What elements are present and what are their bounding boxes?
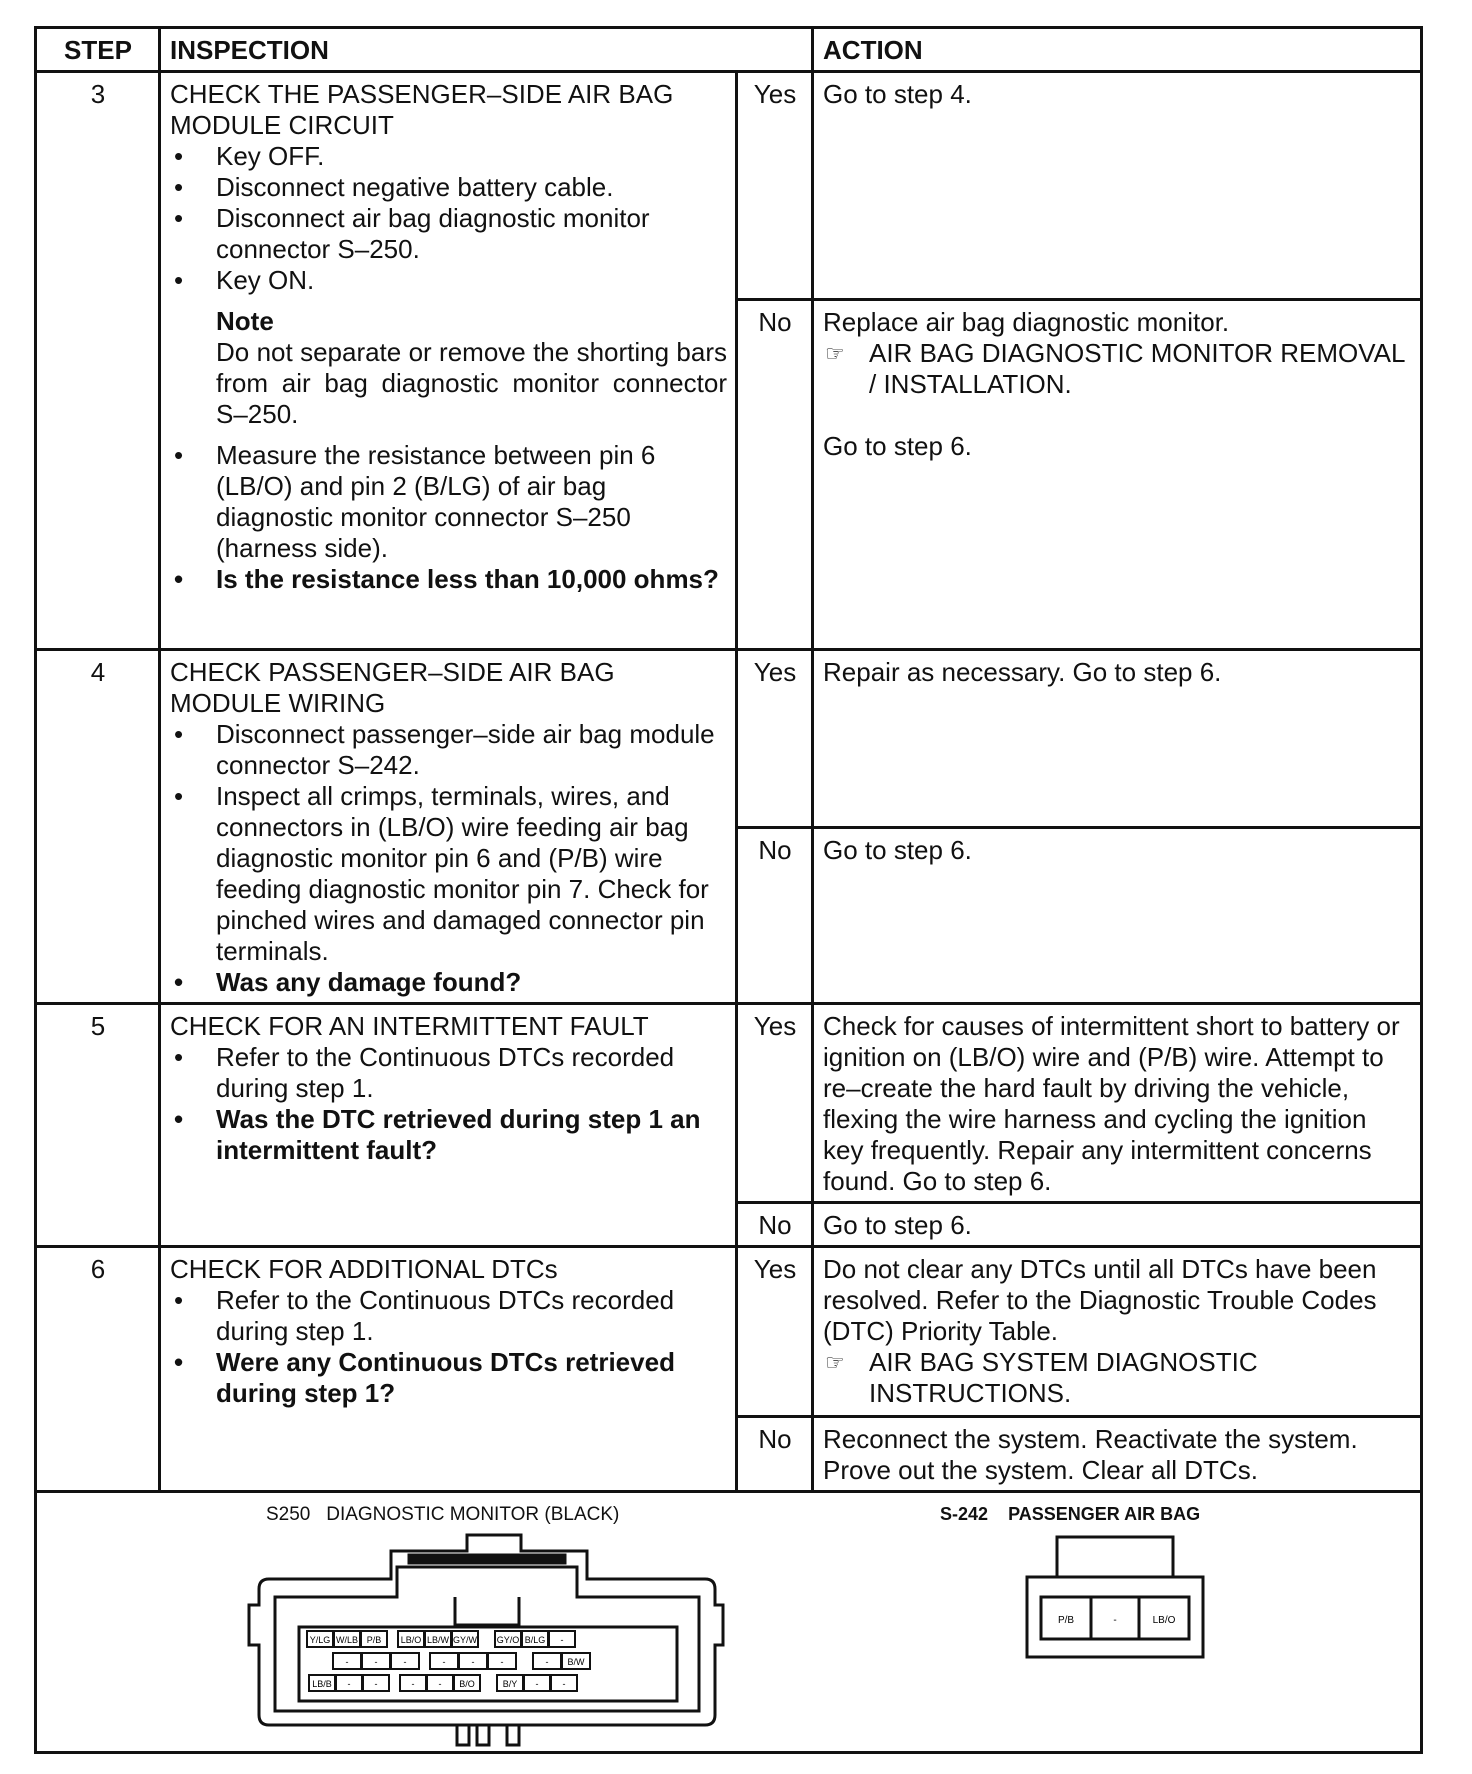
s250-label: DIAGNOSTIC MONITOR (BLACK) [326,1504,620,1525]
pin-label: - [500,1657,504,1667]
action-text: Go to step 6. [823,431,972,461]
pin-label: - [545,1657,549,1667]
s250-connector-diagram [37,1493,777,1763]
pin-label: - [345,1657,349,1667]
pin-label: B/LG [524,1635,546,1645]
pin-label: - [442,1657,446,1667]
s242-id: S-242 [940,1504,989,1524]
step-title: CHECK FOR ADDITIONAL DTCs [170,1254,558,1284]
bullet-list [170,719,727,998]
action-text: Do not clear any DTCs until all DTCs have been resolved. Refer to the Diagnostic Trouble Codes (DTC) Priority Table. [823,1254,1377,1346]
pin-label: - [560,1635,564,1645]
pointing-hand-icon: ☞ [825,1350,845,1375]
step-number: 5 [36,1004,160,1247]
list-item: • Disconnect air bag diagnostic monitor connector S–250. [170,203,727,265]
note-heading: Note [216,306,274,336]
action-cell: Go to step 4. [813,72,1422,300]
list-item: • Disconnect negative battery cable. [170,172,727,203]
s242-label: PASSENGER AIR BAG [1008,1504,1201,1524]
bullet-list [170,440,727,595]
action-cell: Reconnect the system. Reactivate the system. Prove out the system. Clear all DTCs. [813,1417,1422,1492]
s242-connector-diagram [1017,1533,1237,1663]
action-cell: Repair as necessary. Go to step 6. [813,650,1422,828]
pin-label: - [374,1679,378,1689]
reference [823,1347,1412,1409]
step-6-inspection [160,1247,737,1492]
list-item: • Refer to the Continuous DTCs recorded during step 1. [170,1042,727,1104]
pin-label: B/W [567,1657,585,1667]
action-cell: Go to step 6. [813,1203,1422,1247]
pin-label: - [562,1679,566,1689]
list-item: • Key OFF. [170,141,727,172]
step-5-yes-row [36,1004,1422,1203]
action-cell: Check for causes of intermittent short to battery or ignition on (LB/O) wire and (P/B) wire. Attempt to re–create the hard fault by driving the vehicle, flexing the wire harness and cycling the ignition key frequently. Repair any intermittent concerns found. Go to step 6. [813,1004,1422,1203]
yes-label: Yes [737,1247,813,1417]
no-label: No [737,300,813,650]
step-title: CHECK PASSENGER–SIDE AIR BAG MODULE WIRING [170,657,615,718]
bullet-list [170,1285,727,1409]
list-item: • Refer to the Continuous DTCs recorded during step 1. [170,1285,727,1347]
diagnostic-table [34,26,1423,1754]
pin-label: - [471,1657,475,1667]
no-label: No [737,1417,813,1492]
s242-caption [940,1499,1200,1530]
pin-label: Y/LG [309,1635,331,1645]
action-text: Replace air bag diagnostic monitor. [823,307,1230,337]
reference-text: AIR BAG SYSTEM DIAGNOSTIC INSTRUCTIONS. [869,1347,1258,1408]
step-number: 3 [36,72,160,650]
step-number: 6 [36,1247,160,1492]
action-cell [813,1247,1422,1417]
step-4-yes-row [36,650,1422,828]
question: • Was the DTC retrieved during step 1 an intermittent fault? [170,1104,727,1166]
pin-label: W/LB [335,1635,359,1645]
reference-text: AIR BAG DIAGNOSTIC MONITOR REMOVAL / INSTALLATION. [869,338,1405,399]
pin-label: LB/W [426,1635,450,1645]
list-item: • Disconnect passenger–side air bag module connector S–242. [170,719,727,781]
step-number: 4 [36,650,160,1004]
pin-label: GY/O [496,1635,520,1645]
pin-label: - [347,1679,351,1689]
connector-diagrams [36,1492,1422,1753]
list-item: • Key ON. [170,265,727,296]
pin-label: - [411,1679,415,1689]
step-5-inspection [160,1004,737,1247]
question: • Was any damage found? [170,967,727,998]
note-box [216,306,727,430]
s250-id: S250 [266,1504,311,1525]
pin-label: LB/B [312,1679,332,1689]
list-item: • Measure the resistance between pin 6 (LB/O) and pin 2 (B/LG) of air bag diagnostic monitor connector S–250 (harness side). [170,440,727,564]
reference [823,338,1412,400]
step-title: CHECK FOR AN INTERMITTENT FAULT [170,1011,649,1041]
pin-label: GY/W [453,1635,477,1645]
s242-pins [1058,1615,1176,1626]
yes-label: Yes [737,1004,813,1203]
pin-label: B/Y [502,1679,518,1689]
pin-label: B/O [459,1679,475,1689]
action-cell [813,300,1422,650]
step-6-yes-row [36,1247,1422,1417]
no-label: No [737,1203,813,1247]
pin-label: - [374,1657,378,1667]
header-row [36,28,1422,72]
pin-label: P/B [1057,1615,1075,1626]
pin-label: - [403,1657,407,1667]
no-label: No [737,828,813,1004]
step-title: CHECK THE PASSENGER–SIDE AIR BAG MODULE CIRCUIT [170,79,674,140]
pin-label: P/B [366,1635,382,1645]
pin-label: LB/O [400,1635,422,1645]
pin-label: - [438,1679,442,1689]
header-step: STEP [36,28,160,72]
header-action: ACTION [813,28,1422,72]
bullet-list [170,1042,727,1166]
note-text: Do not separate or remove the shorting bars from air bag diagnostic monitor connector S–250. [216,337,727,429]
pin-label: LB/O [1152,1615,1176,1626]
diagram-row [36,1492,1422,1753]
question: • Is the resistance less than 10,000 ohms? [170,564,727,595]
list-item: • Inspect all crimps, terminals, wires, and connectors in (LB/O) wire feeding air bag diagnostic monitor pin 6 and (P/B) wire feeding diagnostic monitor pin 7. Check for pinched wires and damaged connector pin terminals. [170,781,727,967]
step-3-inspection [160,72,737,650]
step-4-inspection [160,650,737,1004]
bullet-list [170,141,727,296]
s250-pins [307,1631,590,1691]
question: • Were any Continuous DTCs retrieved during step 1? [170,1347,727,1409]
pin-label: - [1113,1615,1117,1626]
pointing-hand-icon: ☞ [825,341,845,366]
yes-label: Yes [737,72,813,300]
step-3-yes-row [36,72,1422,300]
yes-label: Yes [737,650,813,828]
pin-label: - [535,1679,539,1689]
header-inspection: INSPECTION [160,28,813,72]
action-cell: Go to step 6. [813,828,1422,1004]
